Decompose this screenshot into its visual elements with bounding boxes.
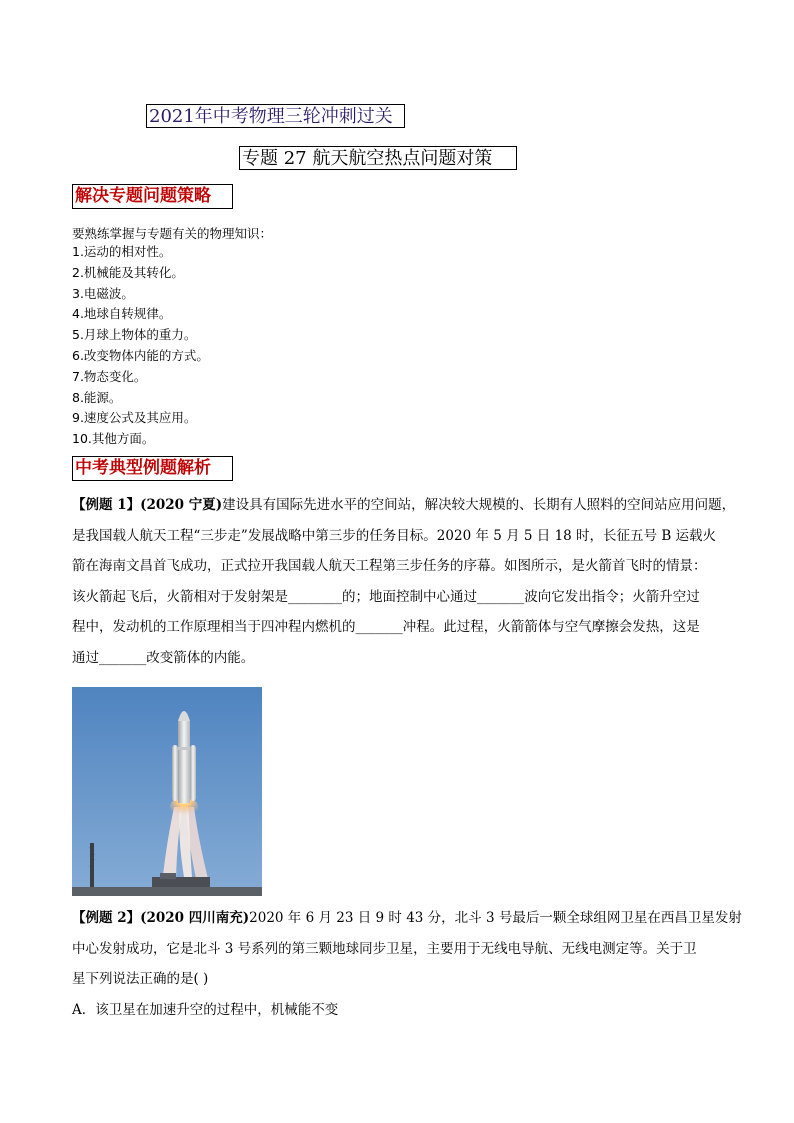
strategy-intro: 要熟练掌握与专题有关的物理知识：	[72, 226, 273, 241]
example-1-line: 该火箭起飞后，火箭相对于发射架是________的；地面控制中心通过_______波向它发出指令；火箭升空过	[72, 588, 700, 605]
example-2-line: 中心发射成功，它是北斗 3 号系列的第三颗地球同步卫星，主要用于无线电导航、无线电测定等。关于卫	[72, 940, 697, 957]
example-1-line: 箭在海南文昌首飞成功，正式拉开我国载人航天工程第三步任务的序幕。如图所示，是火箭首飞时的情景：	[72, 558, 707, 574]
topic-title: 专题 27 航天航空热点问题对策	[239, 146, 517, 170]
list-item: 9.速度公式及其应用。	[72, 410, 197, 426]
example-1-line: 通过_______改变箭体的内能。	[72, 649, 255, 666]
example-1-text: 建设具有国际先进水平的空间站，解决较大规模的、长期有人照料的空间站应用问题，	[222, 497, 736, 513]
strategy-heading: 解决专题问题策略	[72, 184, 233, 209]
document-title: 2021年中考物理三轮冲刺过关	[146, 104, 405, 128]
example-2-line: 星下列说法正确的是( )	[72, 971, 209, 987]
example-1-tag: 【例题 1】(2020 宁夏)	[72, 497, 223, 513]
list-item: 7.物态变化。	[72, 368, 147, 384]
example-2-line-1	[72, 903, 742, 934]
list-item: 1.运动的相对性。	[72, 244, 172, 259]
list-item: 10.其他方面。	[72, 431, 155, 447]
example-2	[72, 903, 742, 1025]
examples-heading: 中考典型例题解析	[72, 456, 233, 481]
example-1-line: 是我国载人航天工程“三步走”发展战略中第三步的任务目标。2020 年 5 月 5 日 18 时，长征五号 B 运载火	[72, 527, 717, 544]
example-1-line: 程中，发动机的工作原理相当于四冲程内燃机的_______冲程。此过程，火箭箭体与空气摩擦会发热，这是	[72, 619, 700, 635]
list-item: 8.能源。	[72, 389, 122, 405]
knowledge-list	[72, 242, 209, 450]
list-item: 5.月球上物体的重力。	[72, 327, 197, 343]
list-item: 4.地球自转规律。	[72, 306, 172, 322]
list-item: 6.改变物体内能的方式。	[72, 347, 209, 363]
list-item: 2.机械能及其转化。	[72, 264, 184, 280]
example-2-text: 2020 年 6 月 23 日 9 时 43 分，北斗 3 号最后一颗全球组网卫星在西昌卫星发射	[249, 910, 742, 926]
list-item: 3.电磁波。	[72, 285, 134, 301]
example-2-tag: 【例题 2】(2020 四川南充)	[72, 910, 250, 926]
example-1	[72, 490, 736, 673]
example-2-option-a: A．该卫星在加速升空的过程中，机械能不变	[72, 1001, 339, 1018]
rocket-launch-photo	[72, 687, 262, 896]
example-1-line-1	[72, 490, 736, 521]
